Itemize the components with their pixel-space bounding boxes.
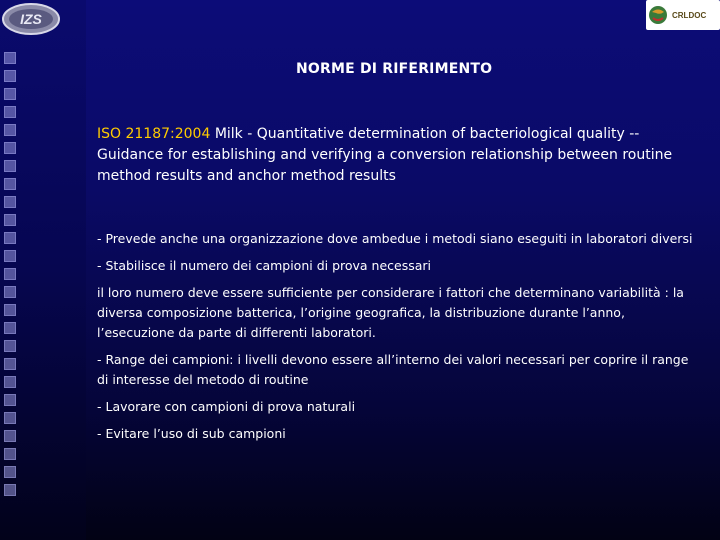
decor-square [4,70,16,82]
bullet-item: - Lavorare con campioni di prova naturali [97,399,356,414]
decorative-squares [4,52,18,502]
decor-square [4,322,16,334]
decor-square [4,124,16,136]
decor-square [4,232,16,244]
globe-icon [646,3,670,27]
decor-square [4,286,16,298]
bullet-item: - Prevede anche una organizzazione dove ambedue i metodi siano eseguiti in laboratori diversi [97,231,693,246]
decor-square [4,268,16,280]
decor-square [4,412,16,424]
decor-square [4,88,16,100]
decor-square [4,376,16,388]
iso-code: ISO 21187:2004 [97,126,211,142]
decor-square [4,52,16,64]
decor-square [4,250,16,262]
decor-square [4,106,16,118]
decor-square [4,394,16,406]
decor-square [4,340,16,352]
decor-square [4,160,16,172]
crldoc-logo-text: CRLDOC [672,10,707,20]
decor-square [4,214,16,226]
decor-square [4,430,16,442]
bullet-item: - Stabilisce il numero dei campioni di prova necessari [97,258,432,273]
decor-square [4,142,16,154]
decor-square [4,178,16,190]
izs-logo [0,0,62,38]
svg-text:IZS: IZS [20,11,42,27]
iso-reference [97,124,703,187]
decor-square [4,448,16,460]
iso-description: Milk - Quantitative determination of bacteriological quality -- Guidance for establishing and verifying a conversion relationship between routine method results and anchor method results [97,126,673,184]
crldoc-logo [646,0,720,30]
decor-square [4,196,16,208]
decor-square [4,358,16,370]
slide-content [97,124,703,451]
bullet-item: - Range dei campioni: i livelli devono essere all’interno dei valori necessari per coprire il range di interesse del metodo di routine [97,352,689,387]
page-title: NORME DI RIFERIMENTO [296,61,493,77]
decor-square [4,484,16,496]
decor-square [4,466,16,478]
decor-square [4,304,16,316]
bullet-item: - Evitare l’uso di sub campioni [97,426,286,441]
left-sidebar [0,0,86,540]
bullet-item: il loro numero deve essere sufficiente per considerare i fattori che determinano variabilità : la diversa composizione batterica, l’origine geografica, la distribuzione durante l’anno, l’esecuzione da parte di differenti laboratori. [97,285,684,340]
